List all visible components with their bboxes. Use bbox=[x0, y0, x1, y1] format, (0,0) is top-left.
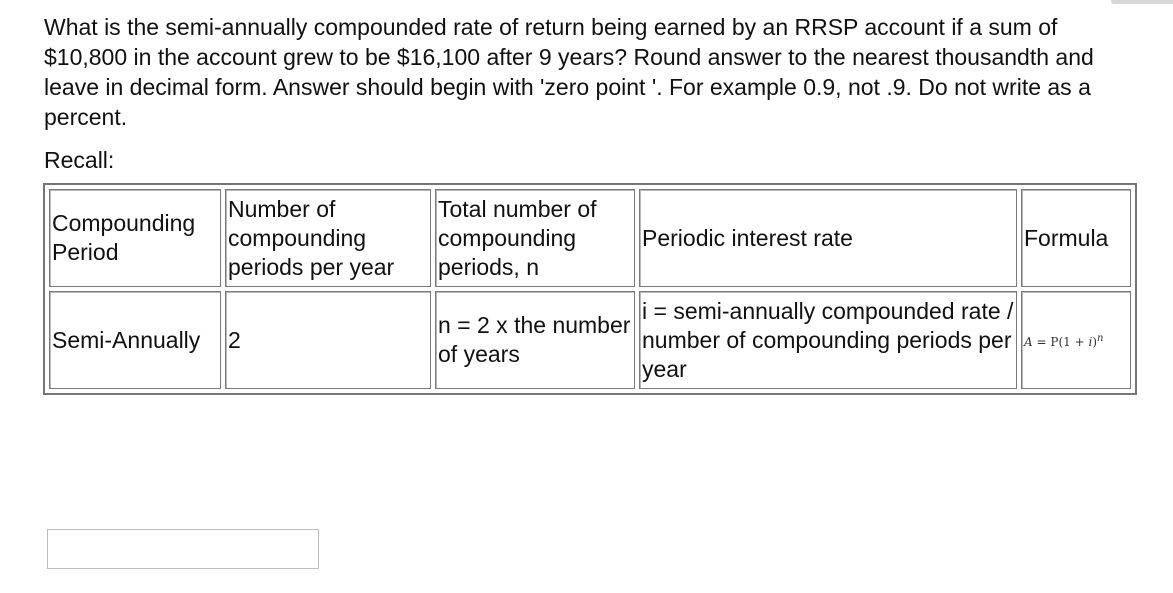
header-total-periods: Total number of compounding periods, n bbox=[435, 189, 635, 287]
formula-lhs: A bbox=[1024, 334, 1033, 349]
cell-total-periods: n = 2 x the number of years bbox=[435, 291, 635, 389]
table-header-row bbox=[49, 189, 1131, 287]
header-compounding-period: Compounding Period bbox=[49, 189, 221, 287]
top-scroll-indicator bbox=[1111, 0, 1173, 4]
table-row bbox=[49, 291, 1131, 389]
cell-compounding-period: Semi-Annually bbox=[49, 291, 221, 389]
header-periods-per-year: Number of compounding periods per year bbox=[225, 189, 431, 287]
header-periodic-rate: Periodic interest rate bbox=[639, 189, 1017, 287]
formula-eq: = bbox=[1036, 334, 1047, 349]
answer-input[interactable] bbox=[47, 529, 319, 569]
recall-label: Recall: bbox=[44, 147, 115, 173]
recall-table bbox=[43, 183, 1137, 395]
cell-periods-per-year: 2 bbox=[225, 291, 431, 389]
header-formula: Formula bbox=[1021, 189, 1131, 287]
cell-formula bbox=[1021, 291, 1131, 389]
formula-i: i bbox=[1088, 334, 1093, 349]
cell-periodic-rate: i = semi-annually compounded rate / number of compounding periods per year bbox=[639, 291, 1017, 389]
formula-rhs: P(1 + bbox=[1050, 334, 1085, 349]
formula-close: ) bbox=[1092, 334, 1098, 349]
formula-exponent: n bbox=[1097, 332, 1104, 344]
question-text: What is the semi-annually compounded rate of return being earned by an RRSP account if a sum of $10,800 in the account grew to be $16,100 after 9 years? Round answer to the nearest thousandth and leave in decimal form. Answer should begin with 'zero point '. For example 0.9, not .9. Do not write as a percent. bbox=[44, 14, 1094, 130]
